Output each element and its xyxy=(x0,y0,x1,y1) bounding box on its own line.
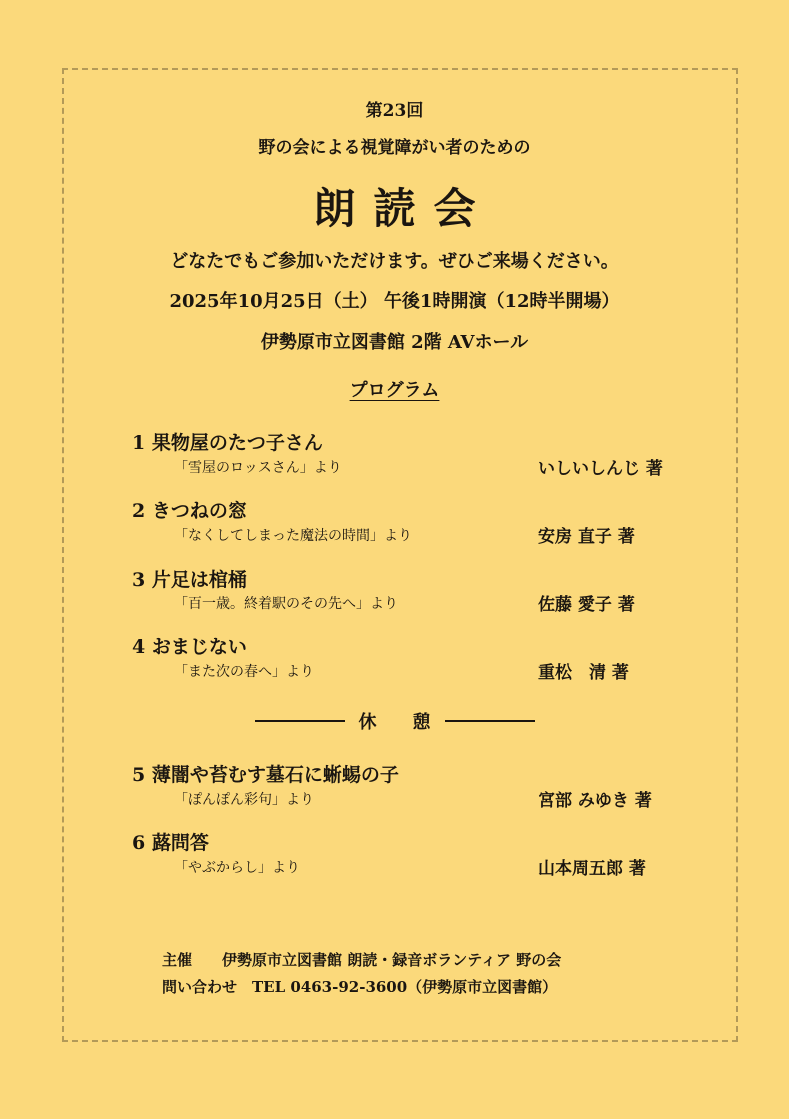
intermission-label: 休 憩 xyxy=(358,712,431,733)
program-item-source: 「ぽんぽん彩句」より xyxy=(174,792,314,808)
program-item-title: 1 果物屋のたつ子さん xyxy=(132,432,323,454)
program-item-author: 山本周五郎 著 xyxy=(538,859,646,879)
divider-line-right xyxy=(445,720,535,722)
program-heading: プログラム xyxy=(349,380,440,401)
event-datetime: 2025年10月25日（土） 午後1時開演（12時半開場） xyxy=(169,291,620,312)
program-item-author: 重松 清 著 xyxy=(538,663,629,683)
program-item-title: 3 片足は棺桶 xyxy=(132,569,247,591)
divider-line-left xyxy=(255,720,345,722)
program-item-title: 6 蕗問答 xyxy=(132,832,209,854)
program-item-title: 2 きつねの窓 xyxy=(132,500,247,522)
program-item-source: 「百一歳。終着駅のその先へ」より xyxy=(174,596,398,612)
program-item-author: いしいしんじ 著 xyxy=(538,459,663,479)
program-item-title: 4 おまじない xyxy=(132,636,247,658)
program-item-author: 安房 直子 著 xyxy=(538,527,635,547)
program-item-source: 「なくしてしまった魔法の時間」より xyxy=(174,528,412,544)
event-venue: 伊勢原市立図書館 2階 AVホール xyxy=(260,332,529,353)
program-item-source: 「やぶからし」より xyxy=(174,860,300,876)
program-item-source: 「雪屋のロッスさん」より xyxy=(174,460,342,476)
organizer-line: 主催 伊勢原市立図書館 朗読・録音ボランティア 野の会 xyxy=(162,951,562,969)
invitation-text: どなたでもご参加いただけます。ぜひご来場ください。 xyxy=(170,251,619,272)
contact-line: 問い合わせ TEL 0463-92-3600（伊勢原市立図書館） xyxy=(162,978,558,996)
program-item-title: 5 薄闇や苔むす墓石に蜥蜴の子 xyxy=(132,764,399,786)
program-item-author: 宮部 みゆき 著 xyxy=(538,791,652,811)
edition-number: 第23回 xyxy=(365,101,424,121)
program-item-author: 佐藤 愛子 著 xyxy=(538,595,635,615)
page-title: 朗読会 xyxy=(313,184,494,233)
program-item-source: 「また次の春へ」より xyxy=(174,664,314,680)
intermission-divider xyxy=(0,708,789,734)
event-subtitle: 野の会による視覚障がい者のための xyxy=(258,138,531,158)
